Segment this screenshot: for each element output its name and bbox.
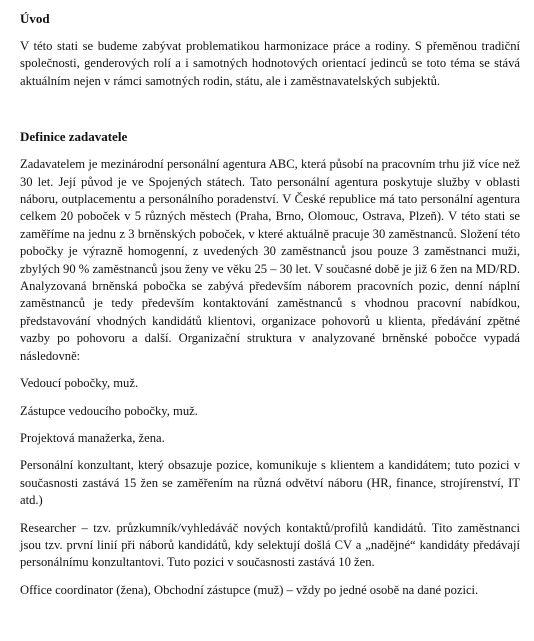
spacer [20,145,520,156]
spacer [20,572,520,582]
spacer [20,447,520,457]
org-item-consultant: Personální konzultant, který obsazuje pozice, komunikuje s klientem a kandidátem; tuto pozici v současnosti zastává 15 žen se zaměřením na různá odvětví náboru (HR, finance, strojírenství, IT atd.) [20,458,520,508]
uvod-paragraph: V této stati se budeme zabývat problematikou harmonizace práce a rodiny. S přeměnou tradiční společnosti, genderových rolí a i samotných hodnotových orientací jedinců se toto téma se stává aktuálním nejen v rámci samotných rodin, státu, ale i zaměstnavatelských subjektů. [20,39,520,88]
org-item-branch-manager: Vedoucí pobočky, muž. [20,376,139,391]
spacer [20,27,520,38]
spacer [20,90,520,128]
section-heading-definice: Definice zadavatele [20,129,128,145]
definice-paragraph-main: Zadavatelem je mezinárodní personální agentura ABC, která působí na pracovním trhu již více než 30 let. Její původ je ve Spojených státech. Tato personální agentura poskytuje služby v oblasti náboru, outplacementu a personálního poradenství. V České republice má tato personální agentura celkem 20 poboček v 5 různých městech (Praha, Brno, Olomouc, Ostrava, Plzeň). V této stati se zaměříme na jednu z 3 brněnských poboček, v které aktuálně pracuje 30 zaměstnanců. Složení této pobočky je výrazně homogenní, z uvedených 30 zaměstnanců jsou pouze 3 zaměstnanci muži, zbylých 90 % zaměstnanců jsou ženy ve věku 25 – 30 let. V současné době je již 6 žen na MD/RD. Analyzovaná brněnská pobočka se zabývá především náborem pracovních pozic, denní náplní zaměstnanců je tedy především kontaktování zaměstnanců s vhodnou pracovní nabídkou, představování vhodných kandidátů klientovi, organizace pohovorů u klienta, předávání zpětné vazby po pohovoru a další. Organizační struktura v analyzované brněnské pobočce vypadá následovně: [20,157,520,363]
document-page [20,10,520,599]
org-item-project-manager: Projektová manažerka, žena. [20,430,165,445]
spacer [20,420,520,430]
org-item-office-coordinator: Office coordinator (žena), Obchodní zástupce (muž) – vždy po jedné osobě na dané pozici. [20,582,479,597]
org-item-deputy-manager: Zástupce vedoucího pobočky, muž. [20,403,198,418]
spacer [20,365,520,375]
spacer [20,510,520,520]
org-item-researcher: Researcher – tzv. průzkumník/vyhledáváč nových kontaktů/profilů kandidátů. Tito zaměstnanci jsou tzv. první linií při náborů kandidátů, kdy selektují došlá CV a „nadějné“ kandidáty předávají personálnímu konzultantovi. Tuto pozici v současnosti zastává 10 žen. [20,520,520,570]
section-heading-uvod: Úvod [20,11,50,26]
spacer [20,393,520,403]
